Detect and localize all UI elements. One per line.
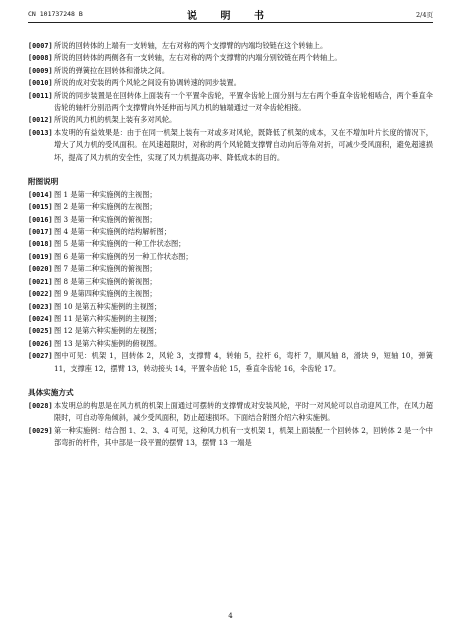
paragraph-number: [0017]: [28, 228, 53, 237]
paragraph-number: [0018]: [28, 240, 53, 249]
figure-caption: 图 13 是第六种实施例的俯视图。: [54, 338, 162, 348]
figure-caption: 图 5 是第一种实施例的一种工作状态图；: [54, 239, 186, 249]
spacer: [28, 375, 433, 387]
figure-entry: [28, 313, 433, 325]
page-info: 2/4页: [416, 11, 433, 19]
paragraph-text: 所说的回转体的上端有一支转轴，左右对称的两个支撑臂的内端均铰链在这个转轴上。: [54, 41, 328, 50]
paragraph-number: [0013]: [28, 128, 53, 137]
paragraph-text: 本发明的有益效果是：由于在同一机架上装有一对或多对风轮，既降低了机架的成本，又在不增加叶片长度的情况下，增大了风力机的受风面积。在风速超限时，对称的两个风轮随支撑臂自动向后等角对折，可减少受风面积，避免超速损坏，提高了风力机的安全性，实现了风力机提高功率、降低成本的目的。: [54, 127, 433, 162]
figure-entry: [28, 201, 433, 213]
paragraph-number: [0008]: [28, 54, 53, 63]
paragraph-number: [0029]: [28, 426, 53, 435]
paragraph-number: [0027]: [28, 352, 53, 361]
figure-entry: [28, 301, 433, 313]
paragraph-number: [0019]: [28, 252, 53, 261]
paragraph-text: 所说的风力机的机架上装有多对风轮。: [54, 115, 177, 125]
figure-entry: [28, 214, 433, 226]
paragraph-0010: [28, 77, 433, 89]
figure-entry: [28, 288, 433, 300]
section-heading-figures: 附图说明: [28, 177, 59, 187]
figure-caption: 图 2 是第一种实施例的左视图；: [54, 202, 157, 212]
paragraph-number: [0007]: [28, 42, 53, 50]
figure-entry: [28, 251, 433, 263]
document-title: 说 明 书: [187, 11, 274, 22]
paragraph-number: [0028]: [28, 401, 53, 410]
paragraph-number: [0021]: [28, 277, 53, 286]
paragraph-text: 第一种实施例：结合图 1、2、3、4 可见，这种风力机有一支机架 1，机架上面装配一个回转体 2，回转体 2 是一个中部弯折的杆件，其中部是一段平置的摆臂 13，摆臂 13 一端是: [54, 425, 433, 447]
figure-caption: 图 6 是第一种实施例的另一种工作状态图；: [54, 251, 193, 261]
paragraph-0009: [28, 65, 433, 77]
figure-caption: 图 1 是第一种实施例的主视图；: [54, 189, 157, 199]
page-header: [28, 6, 433, 23]
paragraph-number: [0022]: [28, 290, 53, 299]
paragraph-number: [0009]: [28, 66, 53, 75]
section-heading-embodiment: 具体实施方式: [28, 388, 74, 398]
figure-caption: 图 4 是第一种实施例的结构解析图；: [54, 227, 171, 237]
figure-entry: [28, 189, 433, 201]
paragraph-0008: [28, 52, 433, 64]
figure-entry: [28, 226, 433, 238]
paragraph-text: 所说的成对安装的两个风轮之间设有协调转速的同步装置。: [54, 78, 241, 88]
paragraph-number: [0014]: [28, 190, 53, 199]
paragraph-0013: [28, 127, 433, 164]
paragraph-number: [0025]: [28, 327, 53, 336]
paragraph-text: 本发明总的构思是在风力机的机架上面通过可摆转的支撑臂成对安装风轮，平时一对风轮可以自动迎风工作，在风力超限时，可自动等角倾斜，减少受风面积，防止超速损坏。下面结合附图介绍六种实施例。: [54, 400, 433, 423]
figure-caption: 图 10 是第五种实施例的主视图；: [54, 301, 162, 311]
figure-caption: 图 3 是第一种实施例的俯视图；: [54, 214, 157, 224]
figure-caption: 图 12 是第六种实施例的左视图；: [54, 326, 162, 336]
figure-entry: [28, 325, 433, 337]
paragraph-0007: [28, 40, 433, 52]
figure-caption: 图 11 是第六种实施例的主视图；: [54, 313, 162, 323]
paragraph-number: [0011]: [28, 91, 53, 100]
figure-caption: 图 8 是第三种实施例的俯视图；: [54, 276, 157, 286]
figure-caption: 图 7 是第二种实施例的俯视图；: [54, 264, 157, 274]
paragraph-0011: [28, 90, 433, 115]
paragraph-text: 图中可见：机架 1，回转体 2，风轮 3，支撑臂 4，转轴 5，拉杆 6，弯杆 7，顺风轴 8，滑块 9，短轴 10，弹簧 11，支撑座 12，摆臂 13，转动接头 14，平置伞齿轮 15，垂直伞齿轮 16，伞齿轮 17。: [54, 351, 433, 373]
paragraph-number: [0023]: [28, 302, 53, 311]
paragraph-text: 所说的弹簧拉在回转体和滑块之间。: [54, 65, 170, 75]
paragraph-text: 所说的回转体的两侧各有一支转轴，左右对称的两个支撑臂的内端分别铰链在两个转轴上。: [54, 53, 342, 63]
page-number: 4: [228, 612, 233, 620]
paragraph-number: [0024]: [28, 314, 53, 323]
patent-number: CN 101737248 B: [28, 10, 83, 18]
figure-caption: 图 9 是第四种实施例的主视图；: [54, 289, 157, 299]
paragraph-number: [0026]: [28, 339, 53, 348]
paragraph-number: [0016]: [28, 215, 53, 224]
document-body: [28, 40, 433, 449]
paragraph-number: [0010]: [28, 79, 53, 88]
paragraph-number: [0020]: [28, 265, 53, 274]
paragraph-0027: [28, 350, 433, 375]
figure-entry: [28, 338, 433, 350]
paragraph-0029: [28, 425, 433, 450]
spacer: [28, 164, 433, 176]
paragraph-0012: [28, 114, 433, 126]
paragraph-number: [0012]: [28, 116, 53, 125]
paragraph-text: 所说的同步装置是在回转体上面装有一个平置伞齿轮，平置伞齿轮上面分别与左右两个垂直伞齿轮相啮合，两个垂直伞齿轮的轴杆分别沿两个支撑臂向外延伸而与风力机的轴端通过一对伞齿轮相接。: [54, 90, 433, 113]
figure-entry: [28, 263, 433, 275]
paragraph-0028: [28, 400, 433, 425]
figure-entry: [28, 276, 433, 288]
paragraph-number: [0015]: [28, 203, 53, 212]
figure-entry: [28, 238, 433, 250]
